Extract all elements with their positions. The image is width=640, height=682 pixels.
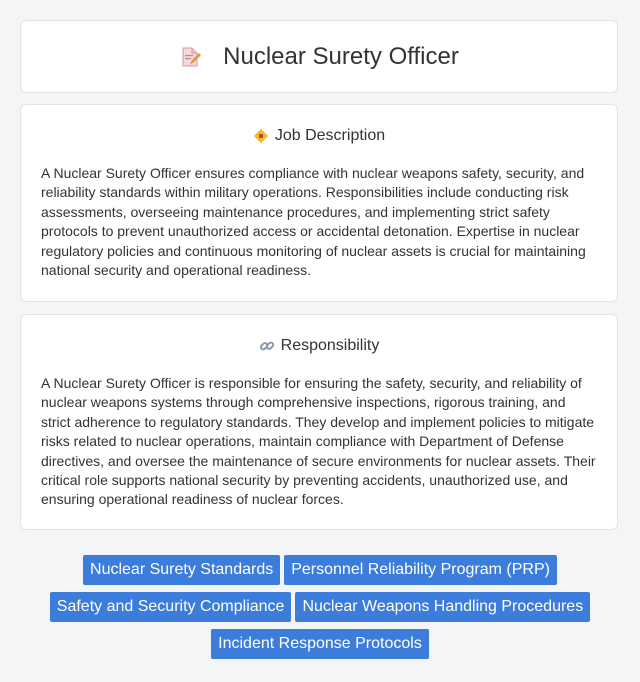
- document-pen-icon: [179, 46, 201, 68]
- link-icon: [259, 338, 275, 354]
- tag-prp[interactable]: Personnel Reliability Program (PRP): [284, 555, 557, 585]
- job-description-title: Job Description: [274, 127, 386, 144]
- tag-incident-response[interactable]: Incident Response Protocols: [211, 629, 429, 659]
- tag-weapons-handling[interactable]: Nuclear Weapons Handling Procedures: [295, 592, 590, 622]
- job-description-card: [20, 104, 618, 302]
- page-title-text: Nuclear Surety Officer: [223, 42, 459, 70]
- diamond-badge-icon: [253, 128, 269, 144]
- tag-list: [20, 555, 620, 666]
- responsibility-heading: [41, 337, 597, 355]
- tag-safety-security-compliance[interactable]: Safety and Security Compliance: [50, 592, 292, 622]
- tag-nuclear-surety-standards[interactable]: Nuclear Surety Standards: [83, 555, 280, 585]
- page-title: [179, 43, 459, 71]
- job-description-text: A Nuclear Surety Officer ensures compliance with nuclear weapons safety, security, and reliability standards within military operations. Responsibilities include conducting risk assessments, overseeing maintenance procedures, and implementing strict safety protocols to prevent unauthorized access or accidental detonation. Expertise in nuclear regulatory policies and continuous monitoring of nuclear assets is crucial for maintaining national security and operational readiness.: [41, 165, 586, 279]
- responsibility-card: [20, 314, 618, 530]
- responsibility-title: Responsibility: [280, 337, 380, 354]
- title-card: [20, 20, 618, 93]
- job-description-heading: [41, 127, 597, 145]
- responsibility-text: A Nuclear Surety Officer is responsible for ensuring the safety, security, and reliability of nuclear weapons systems through comprehensive inspections, rigorous training, and strict adherence to regulatory standards. They develop and implement policies to mitigate risks related to nuclear operations, maintain compliance with Department of Defense directives, and oversee the maintenance of secure environments for nuclear assets. Their critical role supports national security by preventing accidents, unauthorized use, and ensuring operational readiness of nuclear forces.: [41, 375, 596, 508]
